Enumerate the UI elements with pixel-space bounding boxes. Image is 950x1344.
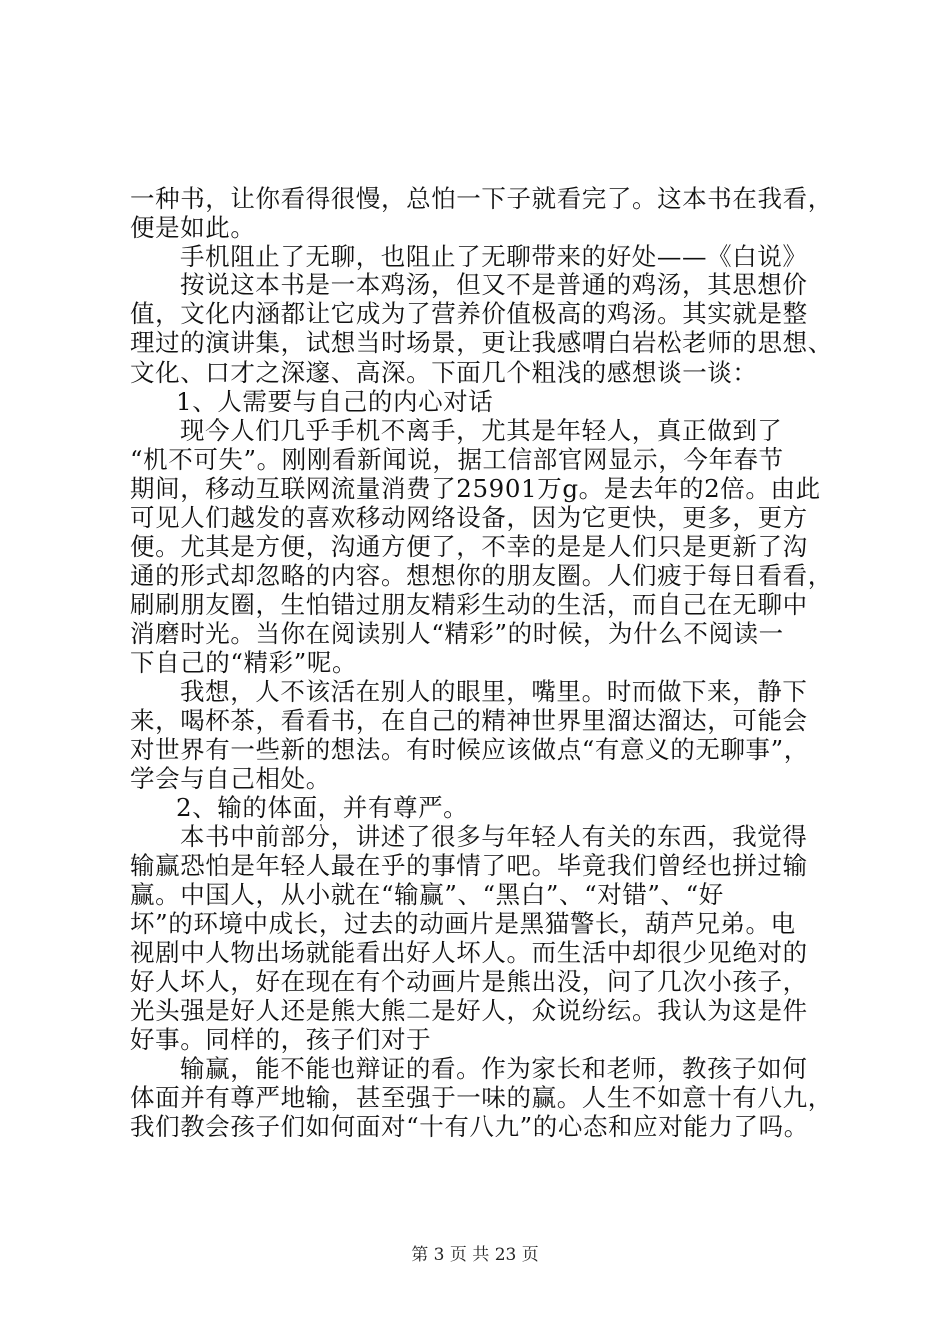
text-line: “机不可失”。刚刚看新闻说，据工信部官网显示，今年春节 xyxy=(130,445,784,474)
text-line: 本书中前部分，讲述了很多与年轻人有关的东西，我觉得 xyxy=(180,822,808,851)
text-line: 我们教会孩子们如何面对“十有八九”的心态和应对能力了吗。 xyxy=(130,1112,809,1141)
text-line: 现今人们几乎手机不离手，尤其是年轻人，真正做到了 xyxy=(180,416,783,445)
text-line: 学会与自己相处。 xyxy=(130,764,331,793)
text-line: 体面并有尊严地输，甚至强于一味的赢。人生不如意十有八九， xyxy=(130,1083,833,1112)
text-line: 一种书，让你看得很慢，总怕一下子就看完了。这本书在我看， xyxy=(130,184,833,213)
text-line: 输赢恐怕是年轻人最在乎的事情了吧。毕竟我们曾经也拼过输 xyxy=(130,851,808,880)
text-line: 坏”的环境中成长，过去的动画片是黑猫警长，葫芦兄弟。电 xyxy=(130,909,796,938)
text-line: 光头强是好人还是熊大熊二是好人，众说纷纭。我认为这是件 xyxy=(130,996,808,1025)
section-heading: 2、输的体面，并有尊严。 xyxy=(176,793,469,822)
text-line: 按说这本书是一本鸡汤，但又不是普通的鸡汤，其思想价 xyxy=(180,270,808,299)
text-line: 我想，人不该活在别人的眼里，嘴里。时而做下来，静下 xyxy=(180,677,808,706)
text-line: 可见人们越发的喜欢移动网络设备，因为它更快，更多，更方 xyxy=(130,503,808,532)
text-line: 期间，移动互联网流量消费了25901万g。是去年的2倍。由此 xyxy=(130,474,821,503)
text-line: 文化、口才之深邃、高深。下面几个粗浅的感想谈一谈： xyxy=(130,358,758,387)
text-line: 对世界有一些新的想法。有时候应该做点“有意义的无聊事”， xyxy=(130,735,809,764)
text-line: 好事。同样的，孩子们对于 xyxy=(130,1025,432,1054)
text-line: 下自己的“精彩”呢。 xyxy=(130,648,358,677)
page-number-footer: 第 3 页 共 23 页 xyxy=(411,1245,539,1265)
text-line: 便是如此。 xyxy=(130,213,256,242)
text-line: 赢。中国人，从小就在“输赢”、“黑白”、“对错”、“好 xyxy=(130,880,724,909)
text-line: 消磨时光。当你在阅读别人“精彩”的时候，为什么不阅读一 xyxy=(130,619,784,648)
text-line: 好人坏人，好在现在有个动画片是熊出没，问了几次小孩子， xyxy=(130,967,808,996)
text-line: 刷刷朋友圈，生怕错过朋友精彩生动的生活，而自己在无聊中 xyxy=(130,590,808,619)
section-heading: 1、人需要与自己的内心对话 xyxy=(176,387,494,416)
text-line: 值，文化内涵都让它成为了营养价值极高的鸡汤。其实就是整 xyxy=(130,299,808,328)
text-line: 输赢，能不能也辩证的看。作为家长和老师，教孩子如何 xyxy=(180,1054,808,1083)
text-line: 通的形式却忽略的内容。想想你的朋友圈。人们疲于每日看看， xyxy=(130,561,833,590)
text-line: 来，喝杯茶，看看书，在自己的精神世界里溜达溜达，可能会 xyxy=(130,706,808,735)
text-line: 手机阻止了无聊，也阻止了无聊带来的好处——《白说》 xyxy=(180,242,808,271)
text-line: 便。尤其是方便，沟通方便了，不幸的是是人们只是更新了沟 xyxy=(130,532,808,561)
text-line: 理过的演讲集，试想当时场景，更让我感喟白岩松老师的思想、 xyxy=(130,328,833,357)
text-line: 视剧中人物出场就能看出好人坏人。而生活中却很少见绝对的 xyxy=(130,938,808,967)
